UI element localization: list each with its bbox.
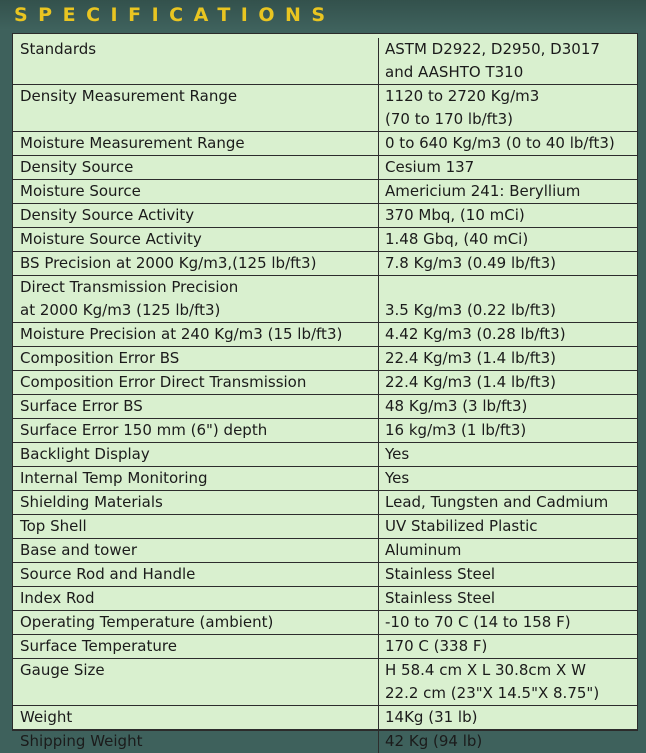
spec-value: 48 Kg/m3 (3 lb/ft3) [385, 395, 637, 418]
spec-label-cell [13, 563, 379, 587]
spec-label-cell [13, 276, 379, 323]
spec-label-cell [13, 132, 379, 156]
table-row [13, 85, 637, 132]
spec-label-cell [13, 515, 379, 539]
spec-label-cell [13, 180, 379, 204]
spec-value: ASTM D2922, D2950, D3017 [385, 38, 637, 61]
spec-value: Americium 241: Beryllium [385, 180, 637, 203]
spec-value-cell [379, 706, 638, 730]
table-row [13, 659, 637, 706]
spec-value: 1120 to 2720 Kg/m3 [385, 85, 637, 108]
spec-label: Internal Temp Monitoring [20, 467, 378, 490]
spec-label-cell [13, 323, 379, 347]
spec-label-cell [13, 204, 379, 228]
spec-value-cell [379, 395, 638, 419]
spec-value-cell [379, 323, 638, 347]
spec-value-cell [379, 491, 638, 515]
table-row [13, 204, 637, 228]
spec-value-cell [379, 276, 638, 323]
spec-label: Density Source [20, 156, 378, 179]
spec-value: 3.5 Kg/m3 (0.22 lb/ft3) [385, 299, 637, 322]
spec-label: Density Measurement Range [20, 85, 378, 108]
spec-label: Backlight Display [20, 443, 378, 466]
table-row [13, 467, 637, 491]
spec-label: Surface Temperature [20, 635, 378, 658]
spec-label: Weight [20, 706, 378, 729]
spec-label: Standards [20, 38, 378, 61]
spec-label-cell [13, 730, 379, 753]
spec-label-cell [13, 419, 379, 443]
spec-value: Yes [385, 443, 637, 466]
spec-label: BS Precision at 2000 Kg/m3,(125 lb/ft3) [20, 252, 378, 275]
table-row [13, 156, 637, 180]
spec-label: Composition Error Direct Transmission [20, 371, 378, 394]
spec-value: 7.8 Kg/m3 (0.49 lb/ft3) [385, 252, 637, 275]
table-row [13, 395, 637, 419]
spec-label: Density Source Activity [20, 204, 378, 227]
spec-value: 14Kg (31 lb) [385, 706, 637, 729]
spec-value: 170 C (338 F) [385, 635, 637, 658]
table-row [13, 706, 637, 730]
table-row [13, 515, 637, 539]
spec-label-cell [13, 347, 379, 371]
spec-value: (70 to 170 lb/ft3) [385, 108, 637, 131]
spec-value-cell [379, 443, 638, 467]
spec-value-cell [379, 180, 638, 204]
spec-label: Operating Temperature (ambient) [20, 611, 378, 634]
spec-value-cell [379, 587, 638, 611]
spec-value-cell [379, 467, 638, 491]
spec-label-cell [13, 706, 379, 730]
table-row [13, 347, 637, 371]
spec-label: Moisture Source [20, 180, 378, 203]
table-row [13, 635, 637, 659]
table-row [13, 371, 637, 395]
spec-value-cell [379, 730, 638, 753]
page-title: SPECIFICATIONS [14, 3, 336, 27]
table-row [13, 491, 637, 515]
table-row [13, 132, 637, 156]
spec-value-cell [379, 563, 638, 587]
spec-value: 4.42 Kg/m3 (0.28 lb/ft3) [385, 323, 637, 346]
spec-label-cell [13, 467, 379, 491]
spec-value: 42 Kg (94 lb) [385, 730, 637, 753]
spec-value: 370 Mbq, (10 mCi) [385, 204, 637, 227]
spec-label: Surface Error BS [20, 395, 378, 418]
specifications-table [12, 33, 638, 731]
spec-label-cell [13, 156, 379, 180]
spec-label-cell [13, 635, 379, 659]
spec-value-cell [379, 204, 638, 228]
spec-label-cell [13, 38, 379, 85]
spec-label-cell [13, 587, 379, 611]
spec-label: Shielding Materials [20, 491, 378, 514]
spec-label-cell [13, 659, 379, 706]
spec-label-cell [13, 85, 379, 132]
spec-label: Direct Transmission Precision [20, 276, 378, 299]
spec-value-cell [379, 515, 638, 539]
spec-value: H 58.4 cm X L 30.8cm X W [385, 659, 637, 682]
spec-value-cell [379, 347, 638, 371]
table-row [13, 611, 637, 635]
table-row [13, 323, 637, 347]
table-row [13, 443, 637, 467]
spec-label-cell [13, 228, 379, 252]
table-row [13, 252, 637, 276]
spec-value-cell [379, 371, 638, 395]
spec-label-cell [13, 371, 379, 395]
spec-table-body [13, 38, 637, 753]
spec-value: 22.4 Kg/m3 (1.4 lb/ft3) [385, 371, 637, 394]
spec-value: 0 to 640 Kg/m3 (0 to 40 lb/ft3) [385, 132, 637, 155]
table-row [13, 539, 637, 563]
spec-label: Moisture Precision at 240 Kg/m3 (15 lb/ft3) [20, 323, 378, 346]
spec-value-cell [379, 635, 638, 659]
header-band [0, 0, 646, 30]
spec-table [13, 38, 637, 753]
spec-value: Yes [385, 467, 637, 490]
table-row [13, 587, 637, 611]
spec-value-cell [379, 419, 638, 443]
spec-value-cell [379, 539, 638, 563]
spec-label: Moisture Source Activity [20, 228, 378, 251]
spec-label: Composition Error BS [20, 347, 378, 370]
spec-value: Lead, Tungsten and Cadmium [385, 491, 637, 514]
spec-value-cell [379, 659, 638, 706]
spec-label: Gauge Size [20, 659, 378, 682]
table-row [13, 180, 637, 204]
spec-value-cell [379, 85, 638, 132]
spec-value-cell [379, 38, 638, 85]
table-row [13, 563, 637, 587]
spec-label-cell [13, 539, 379, 563]
spec-label: Shipping Weight [20, 730, 378, 753]
spec-label: Surface Error 150 mm (6") depth [20, 419, 378, 442]
table-row [13, 38, 637, 85]
spec-value: and AASHTO T310 [385, 61, 637, 84]
spec-label: Moisture Measurement Range [20, 132, 378, 155]
spec-label: Top Shell [20, 515, 378, 538]
spec-value: -10 to 70 C (14 to 158 F) [385, 611, 637, 634]
spec-value [385, 276, 637, 299]
spec-value: 22.2 cm (23"X 14.5"X 8.75") [385, 682, 637, 705]
spec-value-cell [379, 252, 638, 276]
spec-value: Stainless Steel [385, 563, 637, 586]
spec-label-cell [13, 443, 379, 467]
spec-label: Base and tower [20, 539, 378, 562]
table-row [13, 730, 637, 753]
spec-value-cell [379, 156, 638, 180]
spec-label: Index Rod [20, 587, 378, 610]
spec-value: 22.4 Kg/m3 (1.4 lb/ft3) [385, 347, 637, 370]
spec-label-cell [13, 395, 379, 419]
spec-label: Source Rod and Handle [20, 563, 378, 586]
table-row [13, 419, 637, 443]
spec-value: 16 kg/m3 (1 lb/ft3) [385, 419, 637, 442]
spec-value-cell [379, 611, 638, 635]
spec-label: at 2000 Kg/m3 (125 lb/ft3) [20, 299, 378, 322]
table-row [13, 276, 637, 323]
table-row [13, 228, 637, 252]
spec-value: 1.48 Gbq, (40 mCi) [385, 228, 637, 251]
spec-value-cell [379, 132, 638, 156]
spec-label-cell [13, 491, 379, 515]
spec-value: Cesium 137 [385, 156, 637, 179]
spec-value: Aluminum [385, 539, 637, 562]
spec-label-cell [13, 611, 379, 635]
spec-value: Stainless Steel [385, 587, 637, 610]
spec-value-cell [379, 228, 638, 252]
spec-value: UV Stabilized Plastic [385, 515, 637, 538]
spec-label-cell [13, 252, 379, 276]
